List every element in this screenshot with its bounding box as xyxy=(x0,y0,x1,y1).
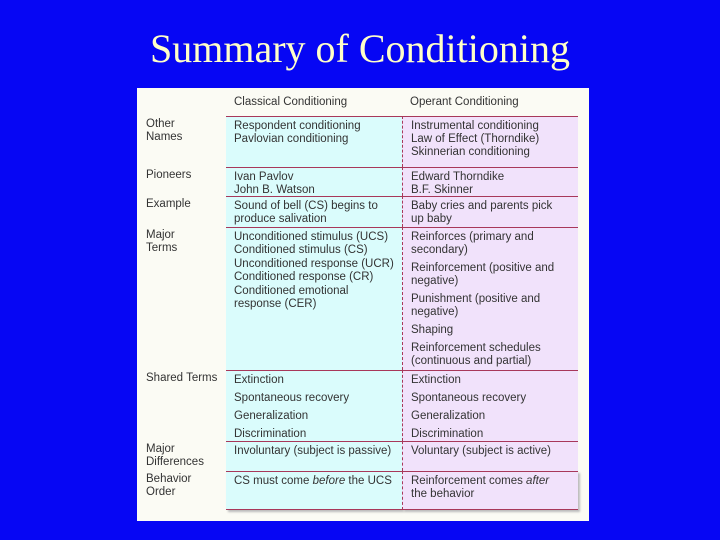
table-row xyxy=(137,370,589,441)
cell-line: Generalization xyxy=(411,410,486,422)
classical-cell xyxy=(226,116,402,167)
cell-line: Extinction xyxy=(234,374,284,386)
cell-line: (continuous and partial) xyxy=(411,355,532,367)
row-label-line: Example xyxy=(146,198,191,210)
operant-cell xyxy=(402,441,578,471)
cell-text: before xyxy=(312,475,346,487)
row-label-line: Major xyxy=(146,229,175,241)
table-row xyxy=(137,167,589,196)
row-label xyxy=(146,118,182,144)
cell-line: Reinforces (primary and xyxy=(411,231,534,243)
cell-line: Spontaneous recovery xyxy=(411,392,527,404)
operant-cell xyxy=(402,370,578,441)
cell-line: Ivan Pavlov xyxy=(234,171,294,183)
operant-cell xyxy=(402,196,578,227)
cell-line: the behavior xyxy=(411,488,475,500)
row-label-line: Order xyxy=(146,486,176,498)
cell-line: Reinforcement schedules xyxy=(411,342,541,354)
row-label xyxy=(146,229,177,255)
cell-text: the UCS xyxy=(345,475,392,487)
row-label xyxy=(146,198,191,211)
cell-line: up baby xyxy=(411,213,452,225)
row-label-line: Differences xyxy=(146,456,204,468)
table-row xyxy=(137,441,589,471)
cell-line: Conditioned response (CR) xyxy=(234,271,374,283)
cell-line: Shaping xyxy=(411,324,454,336)
cell-line: Edward Thorndike xyxy=(411,171,505,183)
row-label-line: Terms xyxy=(146,242,178,254)
table-row xyxy=(137,116,589,167)
header-operant: Operant Conditioning xyxy=(410,96,519,108)
cell-line: Discrimination xyxy=(411,428,484,440)
cell-line: Skinnerian conditioning xyxy=(411,146,530,158)
cell-text: CS must come xyxy=(234,475,313,487)
cell-line: produce salivation xyxy=(234,213,327,225)
cell-line: Sound of bell (CS) begins to xyxy=(234,200,378,212)
cell-line: Law of Effect (Thorndike) xyxy=(411,133,540,145)
cell-line: Extinction xyxy=(411,374,461,386)
row-label xyxy=(146,169,191,182)
classical-cell xyxy=(226,167,402,196)
row-label-line: Names xyxy=(146,131,183,143)
table-row xyxy=(137,196,589,227)
cell-line: Discrimination xyxy=(234,428,307,440)
operant-cell xyxy=(402,167,578,196)
operant-cell xyxy=(402,471,578,510)
row-label-line: Shared Terms xyxy=(146,372,218,384)
cell-line: Voluntary (subject is active) xyxy=(411,445,551,457)
classical-cell xyxy=(226,441,402,471)
cell-line: negative) xyxy=(411,275,459,287)
row-label xyxy=(146,473,191,499)
cell-line: Unconditioned response (UCR) xyxy=(234,258,394,270)
classical-cell xyxy=(226,196,402,227)
row-label-line: Other xyxy=(146,118,175,130)
classical-cell xyxy=(226,370,402,441)
classical-cell xyxy=(226,227,402,370)
row-label-line: Major xyxy=(146,443,175,455)
cell-line: Punishment (positive and xyxy=(411,293,541,305)
row-label xyxy=(146,443,204,469)
cell-line: Conditioned emotional xyxy=(234,285,349,297)
cell-line: Generalization xyxy=(234,410,309,422)
cell-line: response (CER) xyxy=(234,298,317,310)
cell-line: Instrumental conditioning xyxy=(411,120,539,132)
slide-title: Summary of Conditioning xyxy=(150,26,570,71)
cell-line: John B. Watson xyxy=(234,184,315,196)
cell-line xyxy=(403,475,578,488)
header-classical: Classical Conditioning xyxy=(234,96,348,108)
row-label-line: Pioneers xyxy=(146,169,192,181)
operant-cell xyxy=(402,116,578,167)
comparison-table xyxy=(137,88,589,521)
cell-text: Reinforcement comes xyxy=(411,475,527,487)
cell-line xyxy=(226,475,402,488)
cell-line: Spontaneous recovery xyxy=(234,392,350,404)
classical-cell xyxy=(226,471,402,510)
cell-line: Reinforcement (positive and xyxy=(411,262,555,274)
row-label-line: Behavior xyxy=(146,473,192,485)
cell-line: Baby cries and parents pick xyxy=(411,200,553,212)
cell-line: Respondent conditioning xyxy=(234,120,361,132)
cell-line: Involuntary (subject is passive) xyxy=(234,445,392,457)
cell-line: Conditioned stimulus (CS) xyxy=(234,244,368,256)
table-row xyxy=(137,471,589,510)
cell-line: negative) xyxy=(411,306,459,318)
row-label xyxy=(146,372,217,385)
cell-line: Pavlovian conditioning xyxy=(234,133,349,145)
table-row xyxy=(137,227,589,370)
cell-text: after xyxy=(526,475,550,487)
operant-cell xyxy=(402,227,578,370)
cell-line: B.F. Skinner xyxy=(411,184,473,196)
cell-line: secondary) xyxy=(411,244,468,256)
cell-line: Unconditioned stimulus (UCS) xyxy=(234,231,389,243)
